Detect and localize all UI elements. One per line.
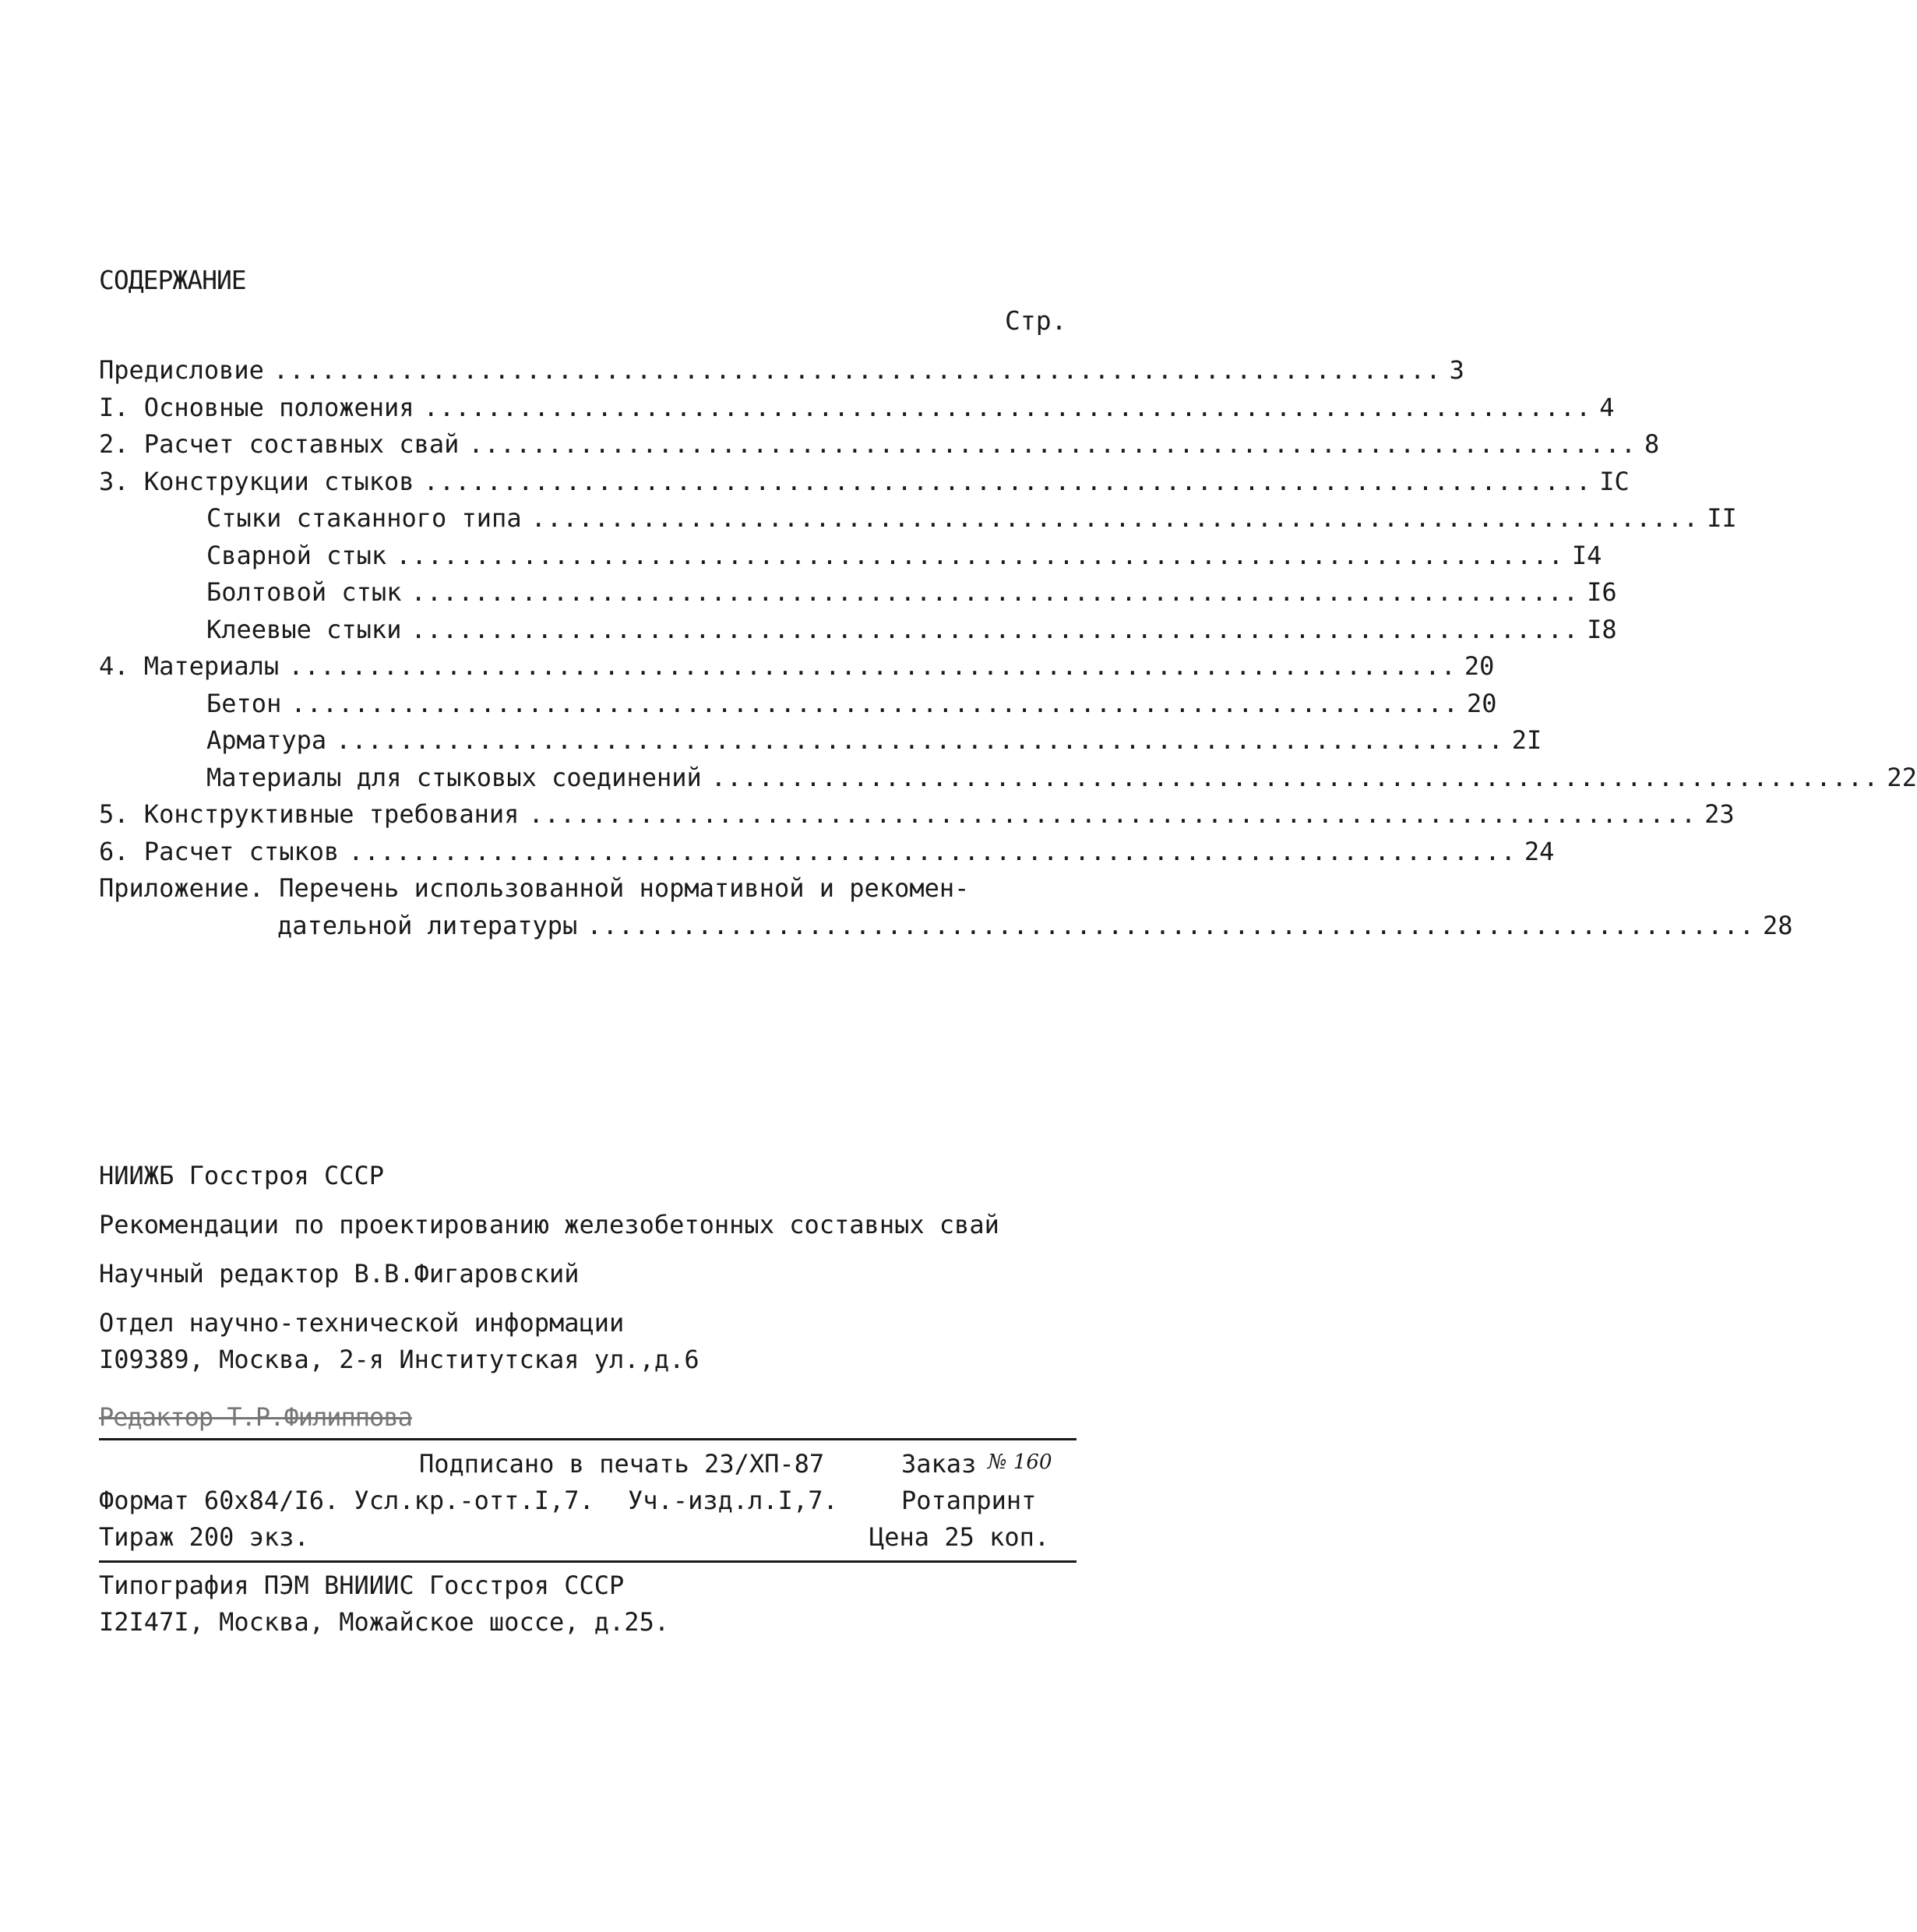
toc-leader-dots: .......................................................................... [411, 614, 1580, 644]
toc-entry-page: 3 [1449, 355, 1464, 385]
order-label: Заказ [901, 1449, 977, 1479]
toc-entry-page: 22 [1887, 762, 1917, 792]
toc-entry-label: Бетон [206, 688, 282, 718]
printing-house: Типография ПЭМ ВНИИИС Госстроя СССР [99, 1571, 625, 1600]
divider-top [99, 1438, 1077, 1440]
toc-entry [99, 352, 1464, 390]
toc-entry-label: Арматура [206, 725, 327, 755]
toc-entry-page: I8 [1587, 614, 1617, 644]
toc-leader-dots: .......................................................................... [336, 725, 1504, 755]
table-of-contents [99, 352, 1917, 944]
toc-entry-label: 2. Расчет составных свай [99, 429, 460, 459]
toc-entry-label: 4. Материалы [99, 651, 280, 681]
toc-leader-dots: .......................................................................... [423, 392, 1592, 422]
toc-entry-page: 20 [1464, 651, 1495, 681]
toc-leader-dots: .......................................................................... [710, 762, 1880, 792]
toc-leader-dots: .......................................................................... [528, 799, 1697, 829]
toc-subentry [99, 538, 1602, 575]
toc-entry-page: II [1707, 503, 1737, 533]
toc-entry-page: 2I [1511, 725, 1542, 755]
toc-entry-label: Стыки стаканного типа [206, 503, 522, 533]
toc-leader-dots: .......................................................................... [288, 651, 1457, 681]
price: Цена 25 коп. [869, 1522, 1050, 1552]
toc-entry-label: Материалы для стыковых соединений [206, 762, 702, 792]
toc-entry-page: 28 [1762, 910, 1793, 940]
toc-entry-page: I6 [1587, 577, 1617, 607]
edition-sheets: Уч.-изд.л.I,7. [628, 1486, 838, 1515]
circulation: Тираж 200 экз. [99, 1522, 309, 1552]
toc-entry [99, 464, 1630, 501]
toc-leader-dots: .......................................................................... [530, 503, 1700, 533]
toc-entry-label: I. Основные положения [99, 392, 414, 422]
toc-subentry [99, 722, 1542, 760]
toc-subentry [99, 574, 1617, 612]
toc-subentry [99, 500, 1737, 538]
toc-entry-page: I4 [1571, 540, 1602, 570]
toc-entry-page: 23 [1704, 799, 1735, 829]
toc-entry-label: 3. Конструкции стыков [99, 466, 414, 496]
toc-entry [99, 426, 1660, 464]
toc-entry-page: 20 [1466, 688, 1497, 718]
toc-entry [99, 796, 1735, 834]
toc-leader-dots: .......................................................................... [348, 836, 1517, 866]
imprint-organization: НИИЖБ Госстроя СССР [99, 1161, 385, 1190]
toc-subentry [99, 686, 1497, 723]
toc-subentry [99, 612, 1617, 649]
toc-heading: СОДЕРЖАНИЕ [99, 265, 246, 295]
format-info: Формат 60х84/I6. Усл.кр.-отт.I,7. [99, 1486, 594, 1515]
toc-leader-dots: .......................................................................... [291, 688, 1459, 718]
toc-entry-page: 4 [1599, 392, 1615, 422]
toc-entry [99, 648, 1495, 686]
imprint-editor: Научный редактор В.В.Фигаровский [99, 1259, 580, 1289]
toc-leader-dots: .......................................................................... [423, 466, 1592, 496]
toc-entry [99, 390, 1615, 427]
toc-entry-label: Клеевые стыки [206, 614, 402, 644]
toc-entry-page: 24 [1524, 836, 1555, 866]
toc-appendix-line1: Приложение. Перечень использованной нормативной и рекомен- [99, 873, 970, 903]
page-column-label: Стр. [1005, 305, 1067, 336]
toc-entry-label: Болтовой стык [206, 577, 402, 607]
toc-leader-dots: .......................................................................... [411, 577, 1580, 607]
printing-house-address: I2I47I, Москва, Можайское шоссе, д.25. [99, 1607, 670, 1637]
toc-subentry [99, 760, 1917, 797]
toc-entry-label: Предисловие [99, 355, 264, 385]
toc-leader-dots: .......................................................................... [468, 429, 1637, 459]
toc-entry-label: Сварной стык [206, 540, 387, 570]
toc-appendix-line2 [99, 908, 1793, 945]
toc-leader-dots: .......................................................................... [273, 355, 1442, 385]
toc-leader-dots: .......................................................................... [396, 540, 1564, 570]
imprint-address: I09389, Москва, 2-я Институтская ул.,д.6 [99, 1345, 699, 1374]
imprint-title: Рекомендации по проектированию железобетонных составных свай [99, 1210, 999, 1239]
crossed-out-editor: Редактор Т.Р.Филиппова [99, 1402, 412, 1432]
toc-entry-label: 5. Конструктивные требования [99, 799, 520, 829]
toc-entry-label: 6. Расчет стыков [99, 836, 340, 866]
order-number: № 160 [988, 1451, 1052, 1474]
print-method: Ротапринт [901, 1486, 1037, 1515]
toc-entry [99, 834, 1555, 871]
divider-bottom [99, 1560, 1077, 1563]
toc-entry-page: IC [1599, 466, 1630, 496]
imprint-department: Отдел научно-технической информации [99, 1308, 625, 1338]
toc-leader-dots: .......................................................................... [587, 910, 1755, 940]
signed-for-print: Подписано в печать 23/XП-87 [419, 1449, 825, 1479]
toc-entry-page: 8 [1644, 429, 1660, 459]
toc-entry-label: дательной литературы [277, 910, 578, 940]
